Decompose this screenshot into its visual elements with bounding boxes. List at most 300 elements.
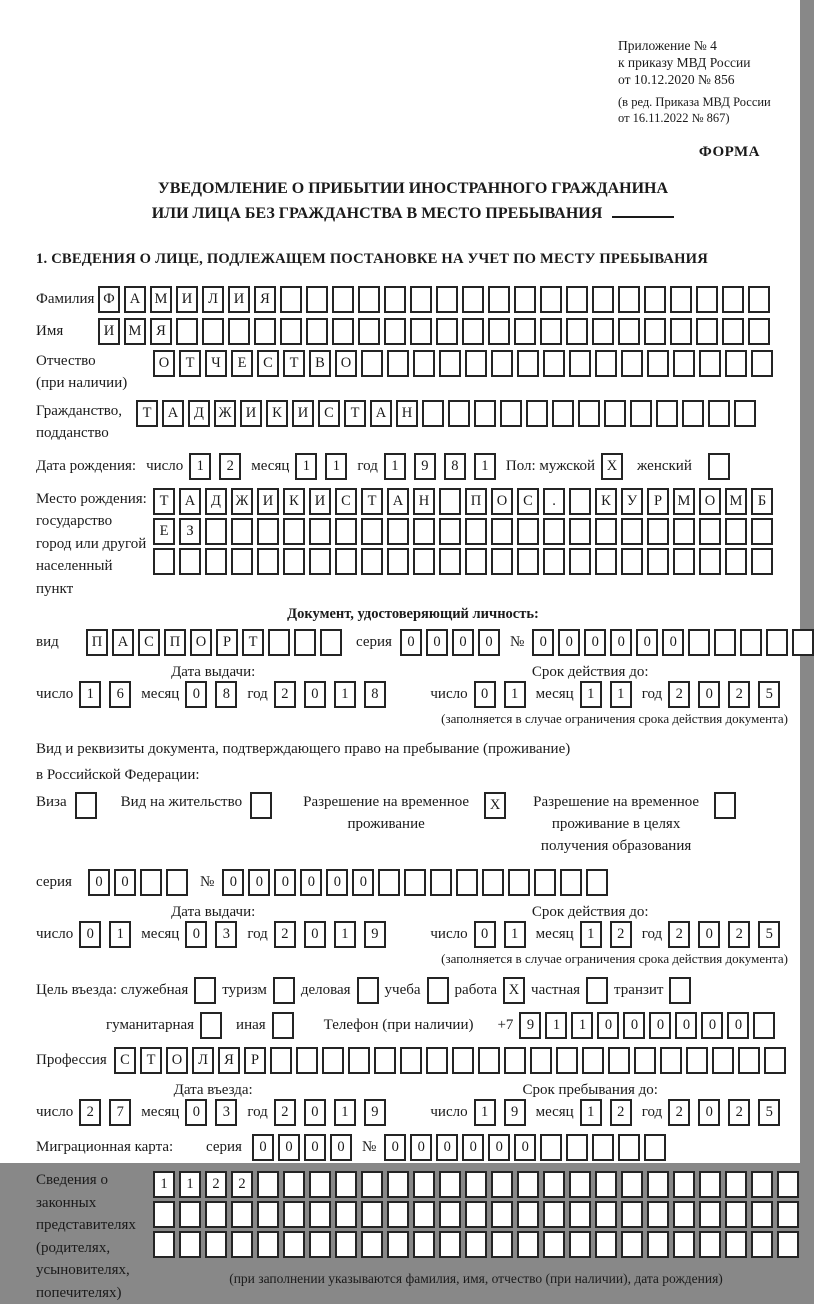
residence-issue-year-cells [274,921,386,948]
year-word: год [641,926,663,943]
char-cell: 0 [304,921,326,948]
char-cell [436,318,458,345]
char-cell: 0 [532,629,554,656]
option-visa [36,792,97,819]
char-cell: 2 [728,1099,750,1126]
char-cell: Ф [98,286,120,313]
char-cell: 0 [452,629,474,656]
char-cell [332,318,354,345]
char-cell: 0 [185,921,207,948]
year-word: год [247,926,268,943]
char-cell [734,400,756,427]
char-cell: 0 [675,1012,697,1039]
char-cell: 0 [185,1099,207,1126]
year-word: год [641,686,663,703]
char-cell [456,869,478,896]
char-cell: П [86,629,108,656]
char-cell [268,629,290,656]
char-cell: 0 [330,1134,352,1161]
char-cell: 1 [325,453,347,480]
char-cell [439,1231,461,1258]
char-cell: О [153,350,175,377]
blank-underline [612,216,674,218]
char-cell: Ж [231,488,253,515]
char-cell: Т [361,488,383,515]
char-cell: 1 [545,1012,567,1039]
char-cell: 1 [580,1099,602,1126]
char-cell: 8 [444,453,466,480]
char-cell: 9 [364,1099,386,1126]
char-cell [540,318,562,345]
char-cell: 1 [179,1171,201,1198]
char-cell [430,869,452,896]
char-cell [656,400,678,427]
char-cell: 3 [215,1099,237,1126]
char-cell: 9 [504,1099,526,1126]
char-cell: С [257,350,279,377]
phone-cells [519,1012,775,1039]
char-cell [491,1171,513,1198]
char-cell [644,1134,666,1161]
char-cell: 0 [701,1012,723,1039]
char-cell: Т [153,488,175,515]
char-cell: 0 [79,921,101,948]
month-word: месяц [535,926,574,943]
char-cell [283,1201,305,1228]
char-cell: 1 [295,453,317,480]
birth-place-row3-cells [153,548,773,575]
char-cell [777,1171,799,1198]
char-cell [335,548,357,575]
char-cell [504,1047,526,1074]
char-cell [543,1201,565,1228]
char-cell [748,286,770,313]
purpose-label: Цель въезда: служебная [36,982,189,999]
citizenship-label-line1: Гражданство, [36,402,123,419]
patronymic-cells [153,350,773,377]
series-word: серия [36,874,72,891]
char-cell [348,1047,370,1074]
representatives-label-line: представителях [36,1217,136,1234]
char-cell [283,1171,305,1198]
char-cell [272,1012,294,1039]
char-cell [250,792,272,819]
char-cell [465,518,487,545]
char-cell: 1 [334,921,356,948]
char-cell: 1 [571,1012,593,1039]
char-cell [569,548,591,575]
char-cell: 1 [474,453,496,480]
char-cell: 5 [758,1099,780,1126]
char-cell [413,1201,435,1228]
char-cell [725,350,747,377]
expiry-note: (заполняется в случае ограничения срока действия документа) [441,951,788,967]
char-cell: 2 [205,1171,227,1198]
char-cell [413,1231,435,1258]
char-cell [517,1171,539,1198]
char-cell: 0 [88,869,110,896]
char-cell: 0 [400,629,422,656]
option-temp-residence-education-checkbox [706,792,736,819]
char-cell: А [162,400,184,427]
char-cell [205,1231,227,1258]
section1-heading: 1. СВЕДЕНИЯ О ЛИЦЕ, ПОДЛЕЖАЩЕМ ПОСТАНОВКЕ НА УЧЕТ ПО МЕСТУ ПРЕБЫВАНИЯ [36,250,708,267]
char-cell [283,1231,305,1258]
char-cell: В [309,350,331,377]
option-residence-permit-checkbox [242,792,272,819]
char-cell [283,548,305,575]
char-cell: Л [192,1047,214,1074]
char-cell [712,1047,734,1074]
residence-doc-intro2: в Российской Федерации: [36,766,200,783]
char-cell: 0 [384,1134,406,1161]
residence-issue-month-cells [185,921,237,948]
doc-kind-label: вид [36,634,59,651]
char-cell: 5 [758,681,780,708]
char-cell [725,1201,747,1228]
char-cell [766,629,788,656]
char-cell: X [484,792,506,819]
entry-dates [36,1099,790,1126]
migration-card-label: Миграционная карта: [36,1139,174,1156]
char-cell: 2 [668,681,690,708]
purpose-transit-checkbox [669,977,691,1004]
entry-date-headers [36,1082,790,1099]
char-cell [75,792,97,819]
char-cell: 7 [109,1099,131,1126]
char-cell: Ж [214,400,236,427]
char-cell [682,400,704,427]
char-cell: 3 [215,921,237,948]
char-cell [517,1201,539,1228]
char-cell [378,869,400,896]
char-cell [179,1231,201,1258]
char-cell: С [318,400,340,427]
char-cell [153,1231,175,1258]
char-cell [621,350,643,377]
char-cell [413,518,435,545]
char-cell [436,286,458,313]
char-cell [384,318,406,345]
char-cell: 6 [109,681,131,708]
given-name-cells [98,318,770,345]
representatives-label-line: попечителях) [36,1284,122,1301]
char-cell [452,1047,474,1074]
char-cell [595,548,617,575]
char-cell [465,548,487,575]
char-cell: 8 [364,681,386,708]
char-cell [280,318,302,345]
char-cell: 1 [334,1099,356,1126]
char-cell [439,1201,461,1228]
char-cell: 1 [334,681,356,708]
char-cell [699,350,721,377]
day-word: число [36,926,74,943]
char-cell [257,1201,279,1228]
char-cell: 0 [304,1099,326,1126]
char-cell: 0 [698,1099,720,1126]
char-cell: М [725,488,747,515]
char-cell [566,318,588,345]
char-cell [257,548,279,575]
option-visa-checkbox [67,792,97,819]
char-cell: 9 [364,921,386,948]
char-cell [751,1231,773,1258]
month-word: месяц [535,1104,574,1121]
char-cell [540,286,562,313]
stay-month-cells [580,1099,632,1126]
char-cell [751,548,773,575]
char-cell [439,1171,461,1198]
char-cell [404,869,426,896]
entry-day-cells [79,1099,131,1126]
purpose-work-checkbox [503,977,525,1004]
char-cell [670,318,692,345]
char-cell: Е [231,350,253,377]
identity-doc-heading: Документ, удостоверяющий личность: [287,606,539,623]
char-cell [257,1171,279,1198]
option-temp-residence [296,792,506,836]
birth-place-labels [36,488,153,601]
char-cell [696,286,718,313]
field-patronymic [36,350,790,395]
char-cell [410,286,432,313]
char-cell [673,1231,695,1258]
purpose-business-checkbox [357,977,379,1004]
identity-doc-date-headers [36,664,790,681]
char-cell: 0 [727,1012,749,1039]
char-cell: 2 [274,921,296,948]
day-word: число [430,926,468,943]
char-cell: Б [751,488,773,515]
char-cell [166,869,188,896]
char-cell [361,518,383,545]
char-cell: 0 [698,681,720,708]
residence-number-cells [222,869,608,896]
char-cell: 0 [662,629,684,656]
amendment-line: от 16.11.2022 № 867) [618,110,730,125]
char-cell: А [179,488,201,515]
option-temp-residence-label: Разрешение на временное проживание [303,794,470,832]
char-cell: 1 [384,453,406,480]
birth-place-label-line: населенный пункт [36,558,113,597]
char-cell [578,400,600,427]
char-cell [322,1047,344,1074]
char-cell: И [176,286,198,313]
char-cell [582,1047,604,1074]
char-cell [699,1171,721,1198]
char-cell [764,1047,786,1074]
char-cell: X [503,977,525,1004]
char-cell [708,400,730,427]
char-cell [517,1231,539,1258]
char-cell [306,318,328,345]
char-cell [534,869,556,896]
char-cell: К [283,488,305,515]
char-cell [179,1201,201,1228]
char-cell [309,1231,331,1258]
char-cell [296,1047,318,1074]
identity-doc-dates [36,681,790,708]
char-cell: 1 [474,1099,496,1126]
char-cell [439,488,461,515]
entry-date-label: Дата въезда: [173,1082,253,1099]
char-cell [176,318,198,345]
residence-doc-date-headers [36,904,790,921]
char-cell [722,318,744,345]
char-cell [413,1171,435,1198]
char-cell [647,1171,669,1198]
char-cell: 1 [610,681,632,708]
gender-male-checkbox [601,453,623,480]
char-cell [543,1231,565,1258]
char-cell: 0 [488,1134,510,1161]
form-title-line2 [36,202,790,227]
char-cell: 1 [580,681,602,708]
char-cell [517,518,539,545]
purpose-tourism-label: туризм [222,982,267,999]
field-citizenship [36,400,790,445]
char-cell: 2 [728,921,750,948]
char-cell: 1 [580,921,602,948]
given-name-label: Имя [36,322,64,339]
char-cell [462,318,484,345]
char-cell [714,629,736,656]
char-cell [526,400,548,427]
char-cell [153,1201,175,1228]
issue-year-cells [274,681,386,708]
char-cell: 0 [252,1134,274,1161]
char-cell [699,1201,721,1228]
char-cell [673,548,695,575]
char-cell [673,1171,695,1198]
residence-series-cells [88,869,188,896]
form-title [36,177,790,227]
char-cell [595,1171,617,1198]
char-cell [592,1134,614,1161]
option-temp-residence-checkbox [476,792,506,819]
char-cell [514,286,536,313]
series-word: серия [206,1139,242,1156]
number-word: № [361,1139,377,1156]
issue-day-cells [79,681,131,708]
char-cell [644,286,666,313]
citizenship-cells [136,400,756,427]
char-cell [673,518,695,545]
char-cell [465,1171,487,1198]
citizenship-label-line2: подданство [36,425,109,442]
char-cell [517,548,539,575]
migration-number-cells [384,1134,666,1161]
char-cell [491,518,513,545]
char-cell [566,286,588,313]
identity-doc-row [36,629,790,656]
char-cell: . [543,488,565,515]
char-cell [753,1012,775,1039]
char-cell [422,400,444,427]
char-cell [621,1171,643,1198]
issue-month-cells [185,681,237,708]
day-word: число [430,686,468,703]
gender-male-label: Пол: мужской [505,457,596,474]
char-cell: А [370,400,392,427]
patronymic-label-line2: (при наличии) [36,375,128,392]
expiry-date-label: Срок действия до: [531,904,649,921]
char-cell [586,869,608,896]
field-birth-date [36,453,790,480]
char-cell: 0 [558,629,580,656]
char-cell: 0 [114,869,136,896]
char-cell: 0 [274,869,296,896]
char-cell [621,548,643,575]
char-cell [439,350,461,377]
char-cell: X [601,453,623,480]
surname-cells [98,286,770,313]
purpose-private-label: частная [531,982,581,999]
expiry-month-cells [580,681,632,708]
char-cell: Р [216,629,238,656]
char-cell: 1 [79,681,101,708]
char-cell: 0 [597,1012,619,1039]
birth-place-row1-cells [153,488,773,515]
option-temp-residence-education-label: Разрешение на временное проживание в целях получения образования [533,794,700,854]
char-cell [647,1201,669,1228]
char-cell: З [179,518,201,545]
char-cell [361,1201,383,1228]
profession-label: Профессия [36,1052,107,1069]
char-cell [595,1201,617,1228]
purpose-humanitarian-checkbox [200,1012,222,1039]
char-cell [592,286,614,313]
char-cell [231,548,253,575]
char-cell: А [112,629,134,656]
char-cell: 2 [728,681,750,708]
patronymic-label [36,350,153,395]
char-cell [543,1171,565,1198]
purpose-row1 [36,977,790,1004]
char-cell [482,869,504,896]
char-cell: И [98,318,120,345]
appendix-block [618,38,790,126]
char-cell [194,977,216,1004]
number-word: № [509,634,525,651]
char-cell [595,518,617,545]
representatives-label-line: (родителях, [36,1239,111,1256]
char-cell [618,1134,640,1161]
expiry-date-label: Срок действия до: [531,664,649,681]
char-cell [569,518,591,545]
char-cell: К [266,400,288,427]
day-word: число [36,1104,74,1121]
char-cell: 0 [636,629,658,656]
issue-date-label: Дата выдачи: [171,664,256,681]
char-cell [280,286,302,313]
char-cell [647,518,669,545]
char-cell [254,318,276,345]
char-cell: И [240,400,262,427]
purpose-tourism-checkbox [273,977,295,1004]
char-cell: 0 [610,629,632,656]
char-cell [387,350,409,377]
residence-doc-series-row [36,869,790,896]
char-cell: И [228,286,250,313]
representatives-label-line: Сведения о [36,1172,108,1189]
char-cell [320,629,342,656]
char-cell [309,1201,331,1228]
char-cell: 0 [304,681,326,708]
purpose-study-checkbox [427,977,449,1004]
char-cell: Я [150,318,172,345]
